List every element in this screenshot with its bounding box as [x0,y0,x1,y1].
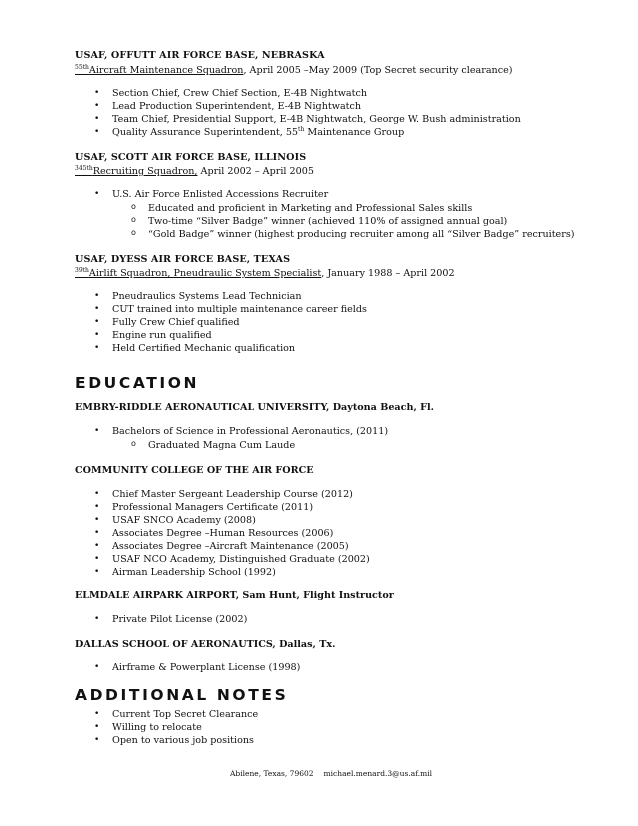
footer-email[interactable]: michael.menard.3@us.af.mil [323,769,432,778]
list-item: • Engine run qualified [112,330,212,341]
job-unit-offutt [75,65,513,76]
job-title-offutt: USAF, OFFUTT AIR FORCE BASE, NEBRASKA [75,50,325,61]
list-item: • Airframe & Powerplant License (1998) [112,662,300,673]
job-unit-dyess [75,268,455,279]
list-item: • Section Chief, Crew Chief Section, E-4B Nightwatch [112,88,367,99]
unit-name: Aircraft Maintenance Squadron [88,65,244,76]
sub-list-item: o Two-time “Silver Badge” winner (achieved 110% of assigned annual goal) [148,216,507,227]
job-unit-scott [75,166,314,177]
list-item: • Professional Managers Certificate (2011) [112,502,313,513]
sub-list-item: o Graduated Magna Cum Laude [148,440,295,451]
list-item: • Held Certified Mechanic qualification [112,343,295,354]
job-title-dyess: USAF, DYESS AIR FORCE BASE, TEXAS [75,254,291,265]
list-item: • U.S. Air Force Enlisted Accessions Recruiter [112,189,328,200]
unit-name: Recruiting Squadron, [92,166,198,177]
sub-list-item: o “Gold Badge” winner (highest producing recruiter among all “Silver Badge” recruiters) [148,229,574,240]
list-item: • Bachelors of Science in Professional Aeronautics, (2011) [112,426,388,437]
list-item: • Team Chief, Presidential Support, E-4B Nightwatch, George W. Bush administration [112,114,521,125]
list-item: • Willing to relocate [112,722,202,733]
list-item: • Lead Production Superintendent, E-4B Nightwatch [112,101,361,112]
unit-ordinal: 55th [75,63,89,71]
list-item: • Fully Crew Chief qualified [112,317,240,328]
school-name: EMBRY-RIDDLE AERONAUTICAL UNIVERSITY, Daytona Beach, Fl. [75,402,434,413]
list-item: • Associates Degree –Aircraft Maintenance (2005) [112,541,349,552]
list-item: • Current Top Secret Clearance [112,709,258,720]
unit-ordinal: 345th [75,164,93,172]
list-item: • Quality Assurance Superintendent, 55th Maintenance Group [112,127,404,138]
job-dates: April 2002 – April 2005 [197,166,314,177]
footer [230,769,432,778]
list-item: • Associates Degree –Human Resources (2006) [112,528,333,539]
list-item: • CUT trained into multiple maintenance career fields [112,304,367,315]
school-name: ELMDALE AIRPARK AIRPORT, Sam Hunt, Flight Instructor [75,590,394,601]
job-dates: , January 1988 – April 2002 [321,268,455,279]
unit-name: Airlift Squadron, Pneudraulic System Specialist [88,268,322,279]
education-heading: EDUCATION [75,374,200,392]
job-title-scott: USAF, SCOTT AIR FORCE BASE, ILLINOIS [75,152,307,163]
footer-address: Abilene, Texas, 79602 [230,769,314,778]
list-item: • USAF NCO Academy, Distinguished Graduate (2002) [112,554,370,565]
list-item: • USAF SNCO Academy (2008) [112,515,256,526]
notes-heading: ADDITIONAL NOTES [75,686,289,704]
school-name: DALLAS SCHOOL OF AERONAUTICS, Dallas, Tx. [75,639,336,650]
unit-ordinal: 39th [75,266,89,274]
list-item: • Airman Leadership School (1992) [112,567,276,578]
list-item: • Chief Master Sergeant Leadership Course (2012) [112,489,353,500]
sub-list-item: o Educated and proficient in Marketing and Professional Sales skills [148,203,472,214]
list-item: • Private Pilot License (2002) [112,614,247,625]
list-item: • Open to various job positions [112,735,254,746]
school-name: COMMUNITY COLLEGE OF THE AIR FORCE [75,465,314,476]
job-dates: , April 2005 –May 2009 (Top Secret security clearance) [243,65,513,76]
list-item: • Pneudraulics Systems Lead Technician [112,291,302,302]
